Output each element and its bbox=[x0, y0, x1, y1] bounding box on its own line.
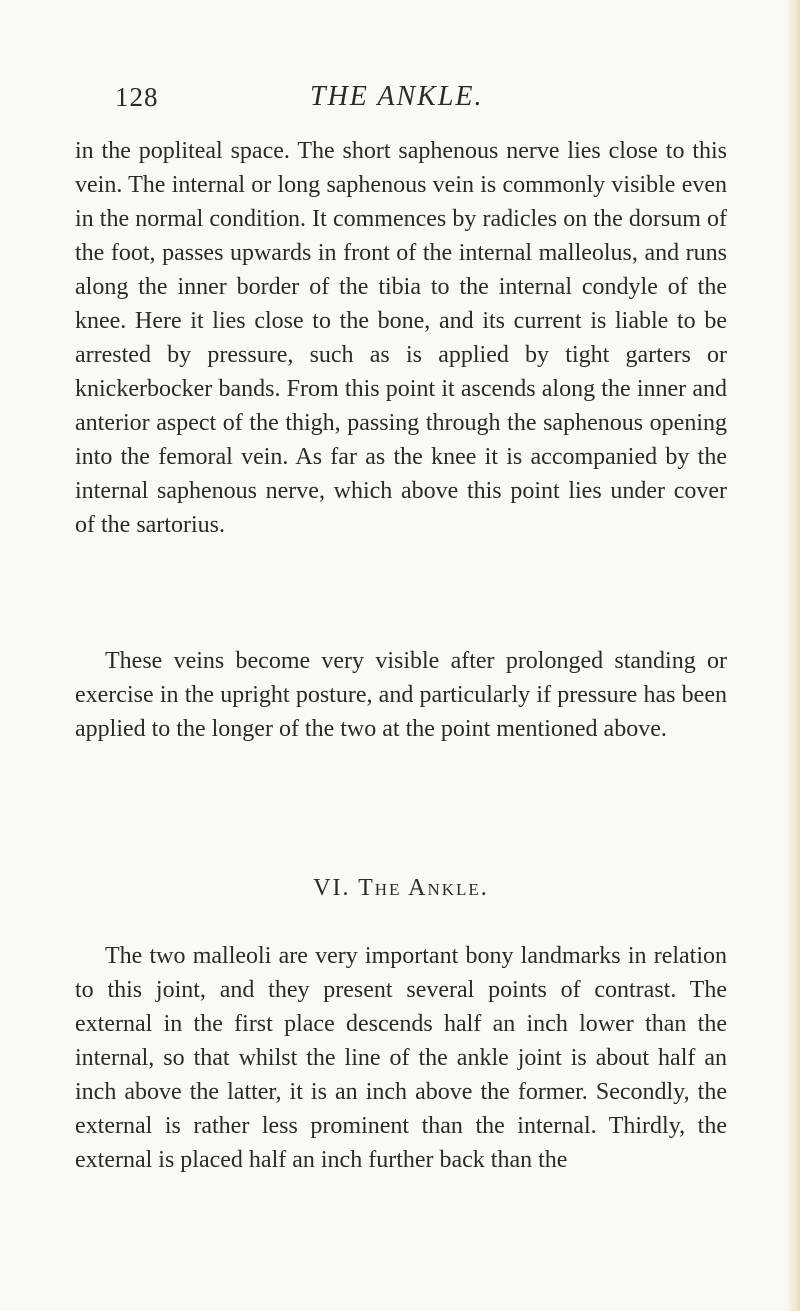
paragraph-malleoli: The two malleoli are very important bony landmarks in relation to this joint, and they present several points of contrast. The external in the first place descends half an inch lower than the internal, so that whilst the line of the ankle joint is about half an inch above the latter, it is an inch above the former. Secondly, the external is rather less prominent than the internal. Thirdly, the external is placed half an inch further back than the bbox=[75, 943, 727, 1173]
section-heading: VI. The Ankle. bbox=[313, 875, 489, 901]
paragraph-continued: in the popliteal space. The short saphenous nerve lies close to this vein. The internal or long saphenous vein is commonly visible even in the normal condition. It commences by radicles on the dorsum of the foot, passes upwards in front of the internal malleolus, and runs along the inner border of the tibia to the internal condyle of the knee. Here it lies close to the bone, and its current is liable to be arrested by pressure, such as is applied by tight garters or knickerbocker bands. From this point it ascends along the inner and anterior aspect of the thigh, passing through the saphenous opening into the femoral vein. As far as the knee it is accompanied by the internal saphenous nerve, which above this point lies under cover of the sartorius. bbox=[75, 138, 727, 538]
page-header bbox=[75, 80, 725, 114]
page-number: 128 bbox=[115, 82, 159, 112]
running-head: THE ANKLE. bbox=[310, 81, 484, 112]
paragraph-veins-standing: These veins become very visible after prolonged standing or exercise in the upright posture, and particularly if pressure has been applied to the longer of the two at the point mentioned above. bbox=[75, 648, 727, 742]
page-edge-shadow bbox=[786, 0, 800, 1311]
